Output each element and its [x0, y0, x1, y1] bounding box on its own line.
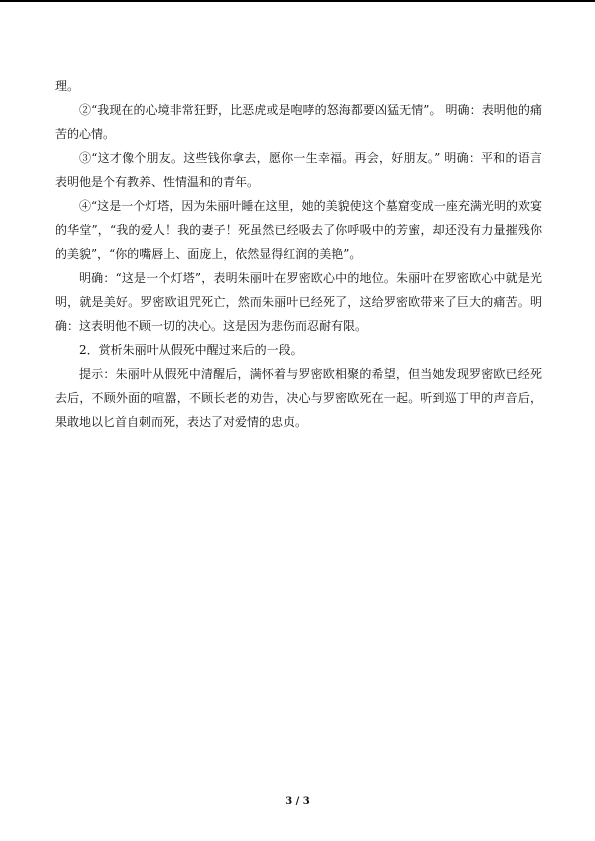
- document-body: [55, 74, 542, 434]
- paragraph-item-3: ③“这才像个朋友。这些钱你拿去，愿你一生幸福。再会，好朋友。” 明确：平和的语言表明他是个有教养、性情温和的青年。: [55, 151, 542, 189]
- header-rule: [0, 0, 595, 2]
- question-heading: 2．赏析朱丽叶从假死中醒过来后的一段。: [79, 343, 303, 357]
- paragraph-explanation: 明确：“这是一个灯塔”，表明朱丽叶在罗密欧心中的地位。朱丽叶在罗密欧心中就是光明，就是美好。罗密欧诅咒死亡，然而朱丽叶已经死了，这给罗密欧带来了巨大的痛苦。明确：这表明他不顾一切的决心。这是因为悲伤而忍耐有限。: [55, 271, 542, 333]
- paragraph-item-4: ④“这是一个灯塔，因为朱丽叶睡在这里，她的美貌使这个墓窟变成一座充满光明的欢宴的华堂”，“我的爱人！我的妻子！死虽然已经吸去了你呼吸中的芳蜜，却还没有力量摧残你的美貌”，“你的嘴唇上、面庞上，依然显得红润的美艳”。: [55, 199, 542, 261]
- paragraph-item-2: ②“我现在的心境非常狂野，比恶虎或是咆哮的怒海都要凶猛无情”。 明确：表明他的痛苦的心情。: [55, 103, 542, 141]
- page-number: 3 / 3: [285, 796, 310, 807]
- paragraph-continuation: 理。: [55, 79, 80, 93]
- paragraph-hint: 提示：朱丽叶从假死中清醒后，满怀着与罗密欧相聚的希望，但当她发现罗密欧已经死去后，不顾外面的喧嚣，不顾长老的劝告，决心与罗密欧死在一起。听到巡丁甲的声音后，果敢地以匕首自刺而死，表达了对爱情的忠贞。: [55, 367, 542, 429]
